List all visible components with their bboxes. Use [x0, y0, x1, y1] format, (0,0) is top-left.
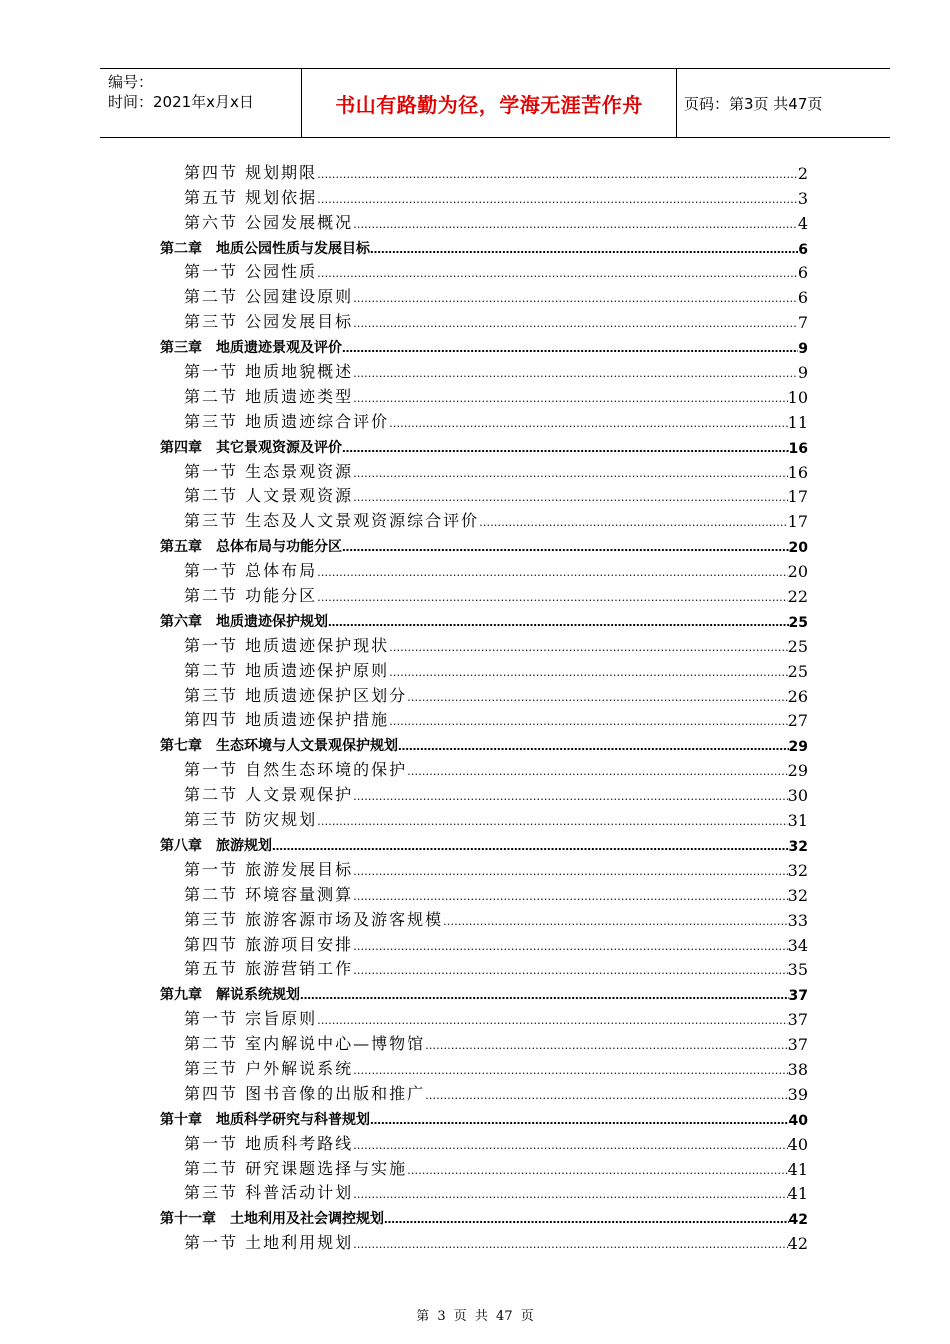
toc-leader-dots: [353, 1238, 788, 1255]
toc-entry-page: 37: [787, 1035, 808, 1055]
toc-leader-dots: [317, 193, 798, 210]
toc-entry-title: 第四节 规划期限: [184, 162, 318, 182]
toc-entry-title: 第六章 地质遗迹保护规划: [160, 613, 328, 630]
toc-chapter-entry[interactable]: [160, 981, 808, 1006]
toc-entry-page: 16: [788, 440, 808, 457]
toc-entry-page: 34: [787, 935, 808, 955]
toc-section-entry[interactable]: [160, 1031, 808, 1056]
toc-entry-title: 第四节 图书音像的出版和推广: [184, 1083, 426, 1103]
toc-leader-dots: [353, 1188, 788, 1205]
toc-entry-page: 17: [787, 512, 808, 532]
toc-section-entry[interactable]: [160, 1181, 808, 1206]
toc-entry-page: 33: [787, 910, 808, 930]
toc-leader-dots: [389, 666, 788, 683]
toc-entry-title: 第三节 防灾规划: [184, 810, 318, 830]
toc-section-entry[interactable]: [160, 658, 808, 683]
toc-entry-page: 22: [787, 587, 808, 607]
toc-leader-dots: [384, 1213, 789, 1230]
toc-entry-title: 第四章 其它景观资源及评价: [160, 439, 342, 456]
toc-leader-dots: [407, 1164, 788, 1181]
toc-entry-title: 第十一章 土地利用及社会调控规划: [160, 1211, 384, 1228]
toc-entry-page: 42: [787, 1234, 808, 1254]
toc-entry-title: 第二节 室内解说中心—博物馆: [184, 1034, 426, 1054]
toc-entry-page: 9: [798, 341, 808, 358]
toc-leader-dots: [353, 317, 798, 334]
toc-section-entry[interactable]: [160, 583, 808, 608]
toc-entry-title: 第三节 科普活动计划: [184, 1183, 354, 1203]
toc-chapter-entry[interactable]: [160, 832, 808, 857]
toc-entry-page: 39: [787, 1084, 808, 1104]
toc-entry-page: 29: [788, 739, 808, 756]
toc-leader-dots: [353, 467, 788, 484]
toc-section-entry[interactable]: [160, 957, 808, 982]
toc-section-entry[interactable]: [160, 359, 808, 384]
toc-entry-title: 第三节 公园发展目标: [184, 312, 354, 332]
toc-leader-dots: [342, 442, 789, 459]
toc-entry-page: 40: [788, 1112, 808, 1129]
toc-entry-page: 26: [787, 686, 808, 706]
toc-chapter-entry[interactable]: [160, 1106, 808, 1131]
toc-leader-dots: [398, 740, 789, 757]
toc-entry-title: 第三章 地质遗迹景观及评价: [160, 340, 342, 357]
toc-entry-title: 第六节 公园发展概况: [184, 212, 354, 232]
toc-entry-page: 17: [787, 487, 808, 507]
toc-section-entry[interactable]: [160, 160, 808, 185]
header-motto: 书山有路勤为径，学海无涯苦作舟: [302, 69, 677, 137]
toc-entry-title: 第九章 解说系统规划: [160, 987, 300, 1004]
toc-entry-title: 第一节 公园性质: [184, 262, 318, 282]
toc-chapter-entry[interactable]: [160, 235, 808, 260]
toc-entry-title: 第二节 人文景观资源: [184, 486, 354, 506]
toc-entry-title: 第二节 研究课题选择与实施: [184, 1158, 408, 1178]
toc-leader-dots: [407, 691, 788, 708]
toc-entry-title: 第三节 户外解说系统: [184, 1058, 354, 1078]
toc-leader-dots: [479, 516, 788, 533]
toc-entry-page: 37: [787, 1010, 808, 1030]
toc-entry-page: 20: [788, 540, 808, 557]
toc-leader-dots: [353, 790, 788, 807]
toc-entry-page: 2: [797, 163, 808, 183]
toc-entry-title: 第一节 自然生态环境的保护: [184, 760, 408, 780]
toc-section-entry[interactable]: [160, 210, 808, 235]
toc-leader-dots: [389, 715, 788, 732]
toc-entry-title: 第十章 地质科学研究与科普规划: [160, 1111, 370, 1128]
toc-section-entry[interactable]: [160, 409, 808, 434]
toc-chapter-entry[interactable]: [160, 434, 808, 459]
toc-entry-title: 第八章 旅游规划: [160, 837, 272, 854]
toc-entry-title: 第二节 地质遗迹保护原则: [184, 660, 390, 680]
toc-entry-page: 41: [787, 1184, 808, 1204]
toc-leader-dots: [342, 541, 789, 558]
toc-entry-title: 第二章 地质公园性质与发展目标: [160, 240, 370, 257]
toc-chapter-entry[interactable]: [160, 533, 808, 558]
toc-section-entry[interactable]: [160, 558, 808, 583]
toc-leader-dots: [389, 641, 788, 658]
toc-leader-dots: [353, 890, 788, 907]
toc-section-entry[interactable]: [160, 757, 808, 782]
toc-section-entry[interactable]: [160, 459, 808, 484]
toc-entry-page: 27: [787, 711, 808, 731]
toc-entry-title: 第一节 生态景观资源: [184, 461, 354, 481]
toc-leader-dots: [353, 367, 798, 384]
toc-chapter-entry[interactable]: [160, 1205, 808, 1230]
toc-section-entry[interactable]: [160, 857, 808, 882]
toc-entry-title: 第五章 总体布局与功能分区: [160, 539, 342, 556]
toc-entry-title: 第一节 总体布局: [184, 561, 318, 581]
toc-section-entry[interactable]: [160, 1131, 808, 1156]
toc-entry-title: 第一节 旅游发展目标: [184, 859, 354, 879]
toc-entry-title: 第二节 人文景观保护: [184, 785, 354, 805]
toc-leader-dots: [370, 1114, 789, 1131]
toc-section-entry[interactable]: [160, 907, 808, 932]
toc-section-entry[interactable]: [160, 1056, 808, 1081]
page-footer: 第 3 页 共 47 页: [416, 1309, 534, 1324]
toc-section-entry[interactable]: [160, 1081, 808, 1106]
toc-entry-title: 第五节 旅游营销工作: [184, 959, 354, 979]
toc-section-entry[interactable]: [160, 384, 808, 409]
toc-leader-dots: [317, 566, 788, 583]
time-label: 时间：2021年x月x日: [108, 93, 254, 111]
toc-leader-dots: [425, 1039, 788, 1056]
toc-section-entry[interactable]: [160, 882, 808, 907]
toc-leader-dots: [353, 940, 788, 957]
page-header: [100, 68, 890, 138]
toc-entry-page: 40: [787, 1134, 808, 1154]
toc-section-entry[interactable]: [160, 260, 808, 285]
toc-leader-dots: [353, 865, 788, 882]
toc-chapter-entry[interactable]: [160, 334, 808, 359]
toc-section-entry[interactable]: [160, 683, 808, 708]
toc-entry-title: 第七章 生态环境与人文景观保护规划: [160, 738, 398, 755]
toc-leader-dots: [389, 417, 788, 434]
toc-chapter-entry[interactable]: [160, 732, 808, 757]
toc-leader-dots: [353, 1064, 788, 1081]
toc-entry-page: 31: [787, 811, 808, 831]
toc-entry-page: 37: [788, 988, 808, 1005]
toc-entry-title: 第四节 旅游项目安排: [184, 934, 354, 954]
toc-leader-dots: [317, 267, 798, 284]
header-meta-cell: [100, 69, 302, 137]
toc-entry-page: 41: [787, 1159, 808, 1179]
toc-leader-dots: [317, 815, 788, 832]
toc-entry-page: 20: [787, 562, 808, 582]
toc-section-entry[interactable]: [160, 1230, 808, 1255]
toc-section-entry[interactable]: [160, 309, 808, 334]
toc-entry-page: 10: [787, 387, 808, 407]
toc-entry-page: 4: [797, 213, 808, 233]
toc-section-entry[interactable]: [160, 708, 808, 733]
toc-entry-title: 第三节 地质遗迹保护区划分: [184, 685, 408, 705]
toc-leader-dots: [328, 616, 789, 633]
toc-entry-title: 第一节 土地利用规划: [184, 1233, 354, 1253]
toc-section-entry[interactable]: [160, 508, 808, 533]
toc-entry-title: 第五节 规划依据: [184, 187, 318, 207]
toc-entry-page: 6: [797, 288, 808, 308]
toc-entry-title: 第二节 地质遗迹类型: [184, 386, 354, 406]
toc-entry-page: 3: [797, 188, 808, 208]
toc-entry-title: 第一节 地质科考路线: [184, 1133, 354, 1153]
toc-leader-dots: [370, 243, 798, 260]
toc-leader-dots: [353, 1139, 788, 1156]
toc-leader-dots: [353, 964, 788, 981]
toc-entry-page: 35: [787, 960, 808, 980]
toc-entry-title: 第二节 环境容量测算: [184, 884, 354, 904]
toc-leader-dots: [353, 491, 788, 508]
toc-entry-title: 第一节 宗旨原则: [184, 1009, 318, 1029]
toc-entry-page: 9: [797, 363, 808, 383]
toc-entry-page: 11: [787, 412, 808, 432]
toc-entry-page: 42: [788, 1212, 808, 1229]
toc-entry-title: 第二节 公园建设原则: [184, 287, 354, 307]
toc-section-entry[interactable]: [160, 782, 808, 807]
toc-section-entry[interactable]: [160, 807, 808, 832]
toc-leader-dots: [353, 218, 798, 235]
toc-entry-title: 第三节 地质遗迹综合评价: [184, 411, 390, 431]
toc-entry-page: 6: [798, 241, 808, 258]
toc-entry-title: 第一节 地质地貌概述: [184, 362, 354, 382]
toc-entry-page: 29: [787, 761, 808, 781]
toc-entry-page: 6: [797, 263, 808, 283]
toc-entry-title: 第二节 功能分区: [184, 586, 318, 606]
toc-section-entry[interactable]: [160, 1156, 808, 1181]
toc-entry-page: 30: [787, 786, 808, 806]
toc-entry-title: 第三节 旅游客源市场及游客规模: [184, 909, 444, 929]
toc-entry-page: 16: [787, 462, 808, 482]
toc-leader-dots: [342, 342, 798, 359]
toc-entry-page: 25: [788, 614, 808, 631]
toc-leader-dots: [317, 1014, 788, 1031]
toc-leader-dots: [317, 168, 798, 185]
header-page-code: 页码：第3页 共47页: [684, 94, 823, 113]
toc-section-entry[interactable]: [160, 633, 808, 658]
toc-entry-page: 25: [787, 636, 808, 656]
toc-leader-dots: [443, 915, 788, 932]
toc-section-entry[interactable]: [160, 932, 808, 957]
serial-label: 编号：: [108, 73, 154, 91]
toc-leader-dots: [272, 840, 789, 857]
toc-leader-dots: [317, 591, 788, 608]
toc-section-entry[interactable]: [160, 1006, 808, 1031]
toc-section-entry[interactable]: [160, 185, 808, 210]
toc-leader-dots: [407, 765, 788, 782]
table-of-contents: [160, 160, 808, 1255]
toc-entry-page: 32: [787, 885, 808, 905]
toc-leader-dots: [300, 989, 789, 1006]
toc-entry-page: 32: [788, 838, 808, 855]
toc-entry-title: 第四节 地质遗迹保护措施: [184, 710, 390, 730]
toc-leader-dots: [353, 292, 798, 309]
toc-leader-dots: [425, 1089, 788, 1106]
toc-leader-dots: [353, 392, 788, 409]
toc-chapter-entry[interactable]: [160, 608, 808, 633]
toc-entry-page: 25: [787, 661, 808, 681]
toc-section-entry[interactable]: [160, 284, 808, 309]
toc-entry-page: 38: [787, 1059, 808, 1079]
toc-section-entry[interactable]: [160, 484, 808, 509]
toc-entry-page: 7: [797, 313, 808, 333]
toc-entry-title: 第一节 地质遗迹保护现状: [184, 635, 390, 655]
toc-entry-page: 32: [787, 860, 808, 880]
toc-entry-title: 第三节 生态及人文景观资源综合评价: [184, 511, 480, 531]
